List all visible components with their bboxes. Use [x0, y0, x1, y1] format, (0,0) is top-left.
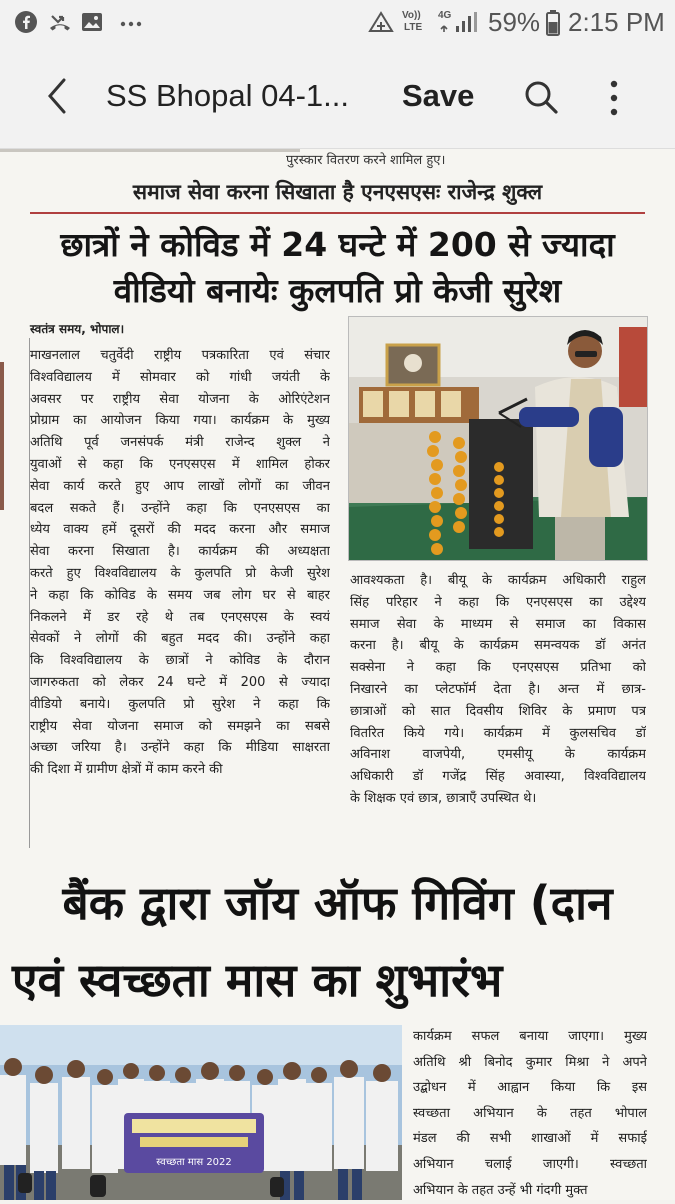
column-1-text-line: जागरुकता को लेकर 24 घन्टे में 200 से ज्यादा: [30, 674, 330, 690]
article2-column: [413, 1024, 647, 1203]
battery-percent: 59%: [488, 7, 541, 37]
subheadline-rule: [30, 212, 645, 214]
column-1-text-line: ध्येय वाक्य हमें दूसरों की मदद करना और समाज: [30, 522, 330, 538]
column-1-text-line: सेवा कार्य करते हुए आप लाखों लोगों का जीवन: [30, 478, 330, 494]
column-2-text-line: समाज सेवा के माध्यम से समाज का विकास: [350, 616, 646, 632]
column-1-text-line: सेवा करना सिखाता है। कार्यक्रम की अध्यक्षता: [30, 544, 330, 560]
more-notifications-icon: [120, 10, 142, 39]
article2-headline-line-2: एवं स्वच्छता मास का शुभारंभ: [12, 953, 503, 1007]
speaker-photo: [348, 316, 648, 561]
missed-call-icon: [48, 10, 72, 39]
banner-text: स्वच्छता मास 2022: [156, 1157, 232, 1168]
column-1-text-line: राष्ट्रीय सेवा योजना समाज को समझने का सबसे: [30, 718, 330, 734]
facebook-icon: [14, 10, 38, 39]
search-button[interactable]: [522, 78, 560, 116]
column-2-text-line: सिंह परिहार ने कहा कि एनएसएस का उद्देश्य: [350, 594, 646, 610]
article-headline-line-1: छात्रों ने कोविड में 24 घन्टे में 200 से ज्यादा: [60, 225, 615, 264]
column-1-text-line: वीडियो बनाये। कुलपति प्रो सुरेश ने कहा कि: [30, 696, 330, 712]
column-1-text-line: ने कहा कि कोविड के समय जब लोग घर से बाहर: [30, 587, 330, 603]
lte-label: LTE: [404, 22, 423, 33]
battery-icon: [546, 10, 560, 41]
article-dateline: स्वतंत्र समय, भोपाल।: [30, 322, 125, 336]
column-1-text-line: कि विश्वविद्यालय के छात्रों ने कोविड के दौरान: [30, 653, 330, 669]
more-vertical-icon: [602, 78, 626, 118]
article-column-1: [30, 345, 330, 781]
column-1-text-line: सेवकों ने लोगों की बहुत मदद की। उन्होंने कहा: [30, 631, 330, 647]
column-2-text-line: अधिकारी डॉ गजेंद्र सिंह अवास्या, विश्वविद्यालय: [350, 769, 646, 785]
volte-label: Vo)): [402, 10, 421, 21]
signal-icon: [440, 10, 482, 39]
column-1-text-line: अवसर पर राष्ट्रीय सेवा योजना के ओरिएंटेशन: [30, 391, 330, 407]
column-1-text-line: बदल सकते हैं। उन्होंने कहा कि एनएसएस का: [30, 500, 330, 516]
app-bar: [0, 44, 675, 149]
article2-text-line: स्वच्छता अभियान के तहत भोपाल: [413, 1105, 647, 1121]
column-2-text-line: आवश्यकता है। बीयू के कार्यक्रम अधिकारी राहुल: [350, 573, 646, 588]
network-type: 4G: [438, 10, 452, 21]
article2-text-line: कार्यक्रम सफल बनाया जाएगा। मुख्य: [413, 1029, 647, 1044]
column-2-text-line: वितरित किये गये। कार्यक्रम में कुलसचिव डॉ: [350, 725, 646, 741]
article2-text-line: उद्बोधन में आह्वान किया कि इस: [413, 1080, 647, 1096]
adjacent-image-edge: [0, 362, 4, 510]
article2-text-line: अभियान के तहत उन्हें भी गंदगी मुक्त: [413, 1182, 588, 1198]
search-icon: [522, 78, 560, 116]
article2-headline-line-1: बैंक द्वारा जॉय ऑफ गिविंग (दान: [62, 876, 613, 930]
article-column-2: [350, 570, 646, 810]
save-button[interactable]: Save: [402, 78, 475, 113]
column-1-text-line: प्रोग्राम का आयोजन किया गया। कार्यक्रम के मुख्य: [30, 413, 330, 429]
page-edge-shadow: [0, 149, 300, 152]
column-1-text-line: युवाओं से कहा कि एनएसएस में शामिल होकर: [30, 456, 330, 472]
document-title: SS Bhopal 04-1...: [106, 78, 349, 113]
back-button[interactable]: [38, 74, 78, 118]
column-2-text-line: के शिक्षक एवं छात्र, छात्राएँ उपस्थित थे।: [350, 790, 537, 806]
chevron-left-icon: [38, 74, 78, 118]
column-2-text-line: छात्राओं को सात दिवसीय शिविर के प्रमाण पत्र: [350, 703, 646, 719]
gallery-icon: [80, 10, 104, 39]
column-2-text-line: करना है। बीयू के कार्यक्रम समन्वयक डॉ अनंत: [350, 638, 646, 654]
column-2-text-line: सक्सेना ने कहा कि एनएसएस प्रतिभा को: [350, 660, 646, 676]
status-bar: [0, 0, 675, 44]
column-1-text-line: की दिशा में ग्रामीण क्षेत्रों में काम करने की: [30, 762, 223, 778]
article2-text-line: अभियान चलाई जाएगी। स्वच्छता: [413, 1156, 647, 1172]
group-photo: [0, 1025, 402, 1200]
previous-article-caption: पुरस्कार वितरण करने शामिल हुए।: [286, 153, 446, 168]
column-2-text-line: निखारने का प्लेटफॉर्म देता है। अन्त में छात्र-: [350, 681, 646, 697]
data-saver-icon: [368, 10, 394, 39]
column-1-text-line: करते हुए विश्वविद्यालय के कुलपति प्रो केजी सुरेश: [30, 565, 330, 581]
article2-text-line: अतिथि श्री बिनोद कुमार मिश्रा ने अपने: [413, 1054, 647, 1070]
column-1-text-line: माखनलाल चतुर्वेदी राष्ट्रीय पत्रकारिता एवं संचार: [30, 348, 330, 363]
article-headline-line-2: वीडियो बनायेः कुलपति प्रो केजी सुरेश: [113, 271, 562, 310]
column-1-text-line: विश्वविद्यालय में सोमवार को गांधी जयंती के: [30, 369, 330, 385]
article-subheadline: समाज सेवा करना सिखाता है एनएसएसः राजेन्द्र शुक्ल: [132, 180, 543, 204]
clock-time: 2:15 PM: [568, 7, 665, 37]
more-options-button[interactable]: [602, 78, 626, 118]
column-2-text-line: अविनाश वाजपेयी, एमसीयू के कार्यक्रम: [350, 747, 646, 763]
article2-text-line: मंडल की सभी शाखाओं में सफाई: [413, 1131, 647, 1147]
column-1-text-line: अच्छा जरिया है। उन्होंने कहा कि मीडिया साक्षरता: [30, 740, 330, 756]
column-1-text-line: निकलने में डर रहे थे तब एनएसएस के स्वयं: [30, 609, 330, 625]
column-1-text-line: अतिथि पूर्व जनसंपर्क मंत्री राजेन्द शुक्ल ने: [30, 435, 330, 451]
